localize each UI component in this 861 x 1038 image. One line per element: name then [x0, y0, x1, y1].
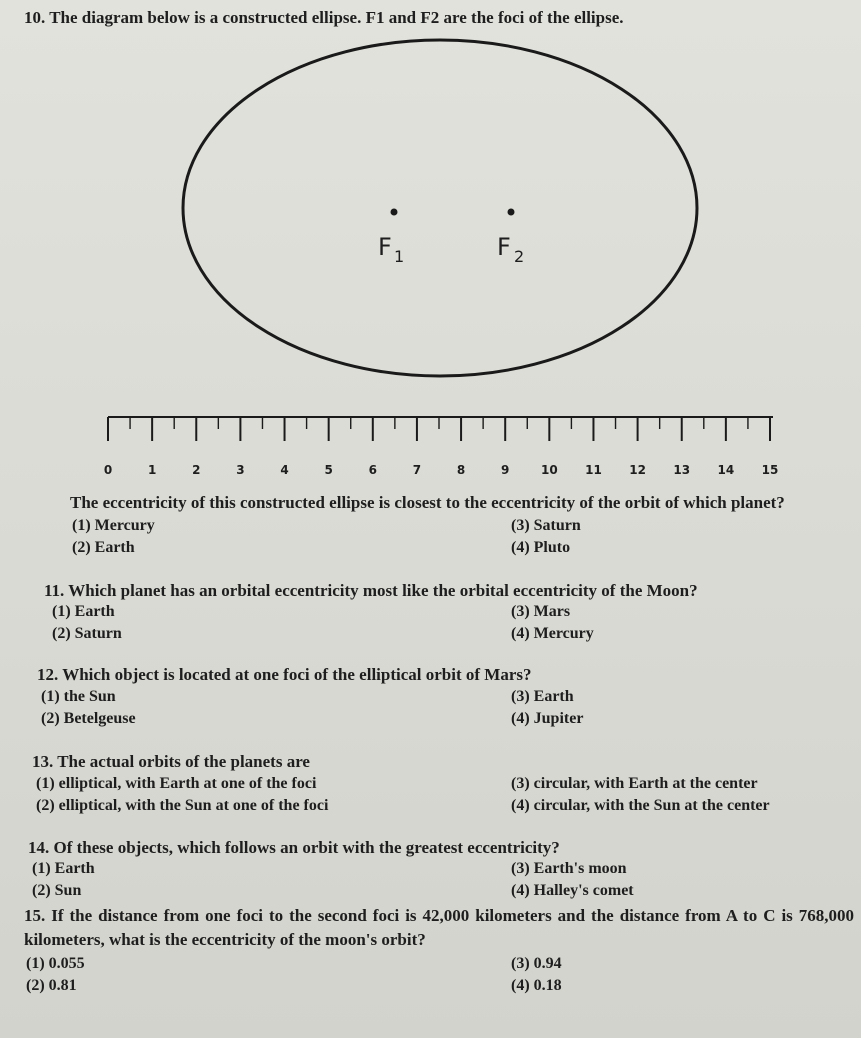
- q10-option-2: (2) Earth: [72, 539, 135, 556]
- q11-option-3: (3) Mars: [511, 603, 571, 620]
- question-10-intro: 10. The diagram below is a constructed ellipse. F1 and F2 are the foci of the ellipse.: [24, 8, 624, 27]
- q13-option-3: (3) circular, with Earth at the center: [511, 775, 758, 792]
- q15-option-2: (2) 0.81: [26, 977, 77, 994]
- q12-option-1: (1) the Sun: [41, 688, 116, 705]
- ruler-tick-label: 15: [761, 463, 779, 477]
- focus-2-label: F: [497, 233, 511, 261]
- question-11: 11. Which planet has an orbital eccentricity most like the orbital eccentricity of the Moon?: [44, 581, 698, 600]
- question-12: 12. Which object is located at one foci of the elliptical orbit of Mars?: [37, 665, 532, 684]
- focus-2-subscript: 2: [514, 247, 525, 266]
- ruler-tick-label: 5: [324, 463, 333, 477]
- ruler-tick-label: 0: [103, 463, 113, 477]
- q14-option-3: (3) Earth's moon: [511, 860, 627, 877]
- focus-1-point: [391, 209, 398, 216]
- q10-option-3: (3) Saturn: [511, 517, 581, 534]
- q10-option-1: (1) Mercury: [72, 517, 155, 534]
- ruler-tick-label: 11: [585, 463, 602, 477]
- ruler-tick-label: 3: [236, 463, 245, 477]
- ruler-tick-label: 4: [280, 463, 289, 477]
- q11-option-2: (2) Saturn: [52, 625, 122, 642]
- q10-option-4: (4) Pluto: [511, 539, 571, 556]
- q13-option-2: (2) elliptical, with the Sun at one of the foci: [36, 797, 329, 814]
- q11-option-1: (1) Earth: [52, 603, 115, 620]
- ellipse-diagram: [0, 0, 861, 500]
- ruler-tick-label: 10: [540, 463, 558, 477]
- q15-option-4: (4) 0.18: [511, 977, 562, 994]
- constructed-ellipse: [183, 40, 697, 376]
- ruler: [104, 417, 779, 477]
- q13-option-4: (4) circular, with the Sun at the center: [511, 797, 770, 814]
- focus-1-subscript: 1: [394, 247, 405, 266]
- ruler-tick-label: 2: [192, 463, 201, 477]
- ruler-tick-label: 12: [629, 463, 646, 477]
- focus-1-label: F: [378, 233, 392, 261]
- q15-option-3: (3) 0.94: [511, 955, 562, 972]
- q14-option-2: (2) Sun: [32, 882, 82, 899]
- ruler-tick-label: 7: [412, 463, 422, 477]
- q13-option-1: (1) elliptical, with Earth at one of the foci: [36, 775, 317, 792]
- q14-option-4: (4) Halley's comet: [511, 882, 634, 899]
- ruler-tick-label: 14: [717, 463, 735, 477]
- focus-2-point: [508, 209, 515, 216]
- ruler-tick-label: 9: [501, 463, 510, 477]
- q12-option-4: (4) Jupiter: [511, 710, 584, 727]
- question-10-prompt: The eccentricity of this constructed ellipse is closest to the eccentricity of the orbit of which planet?: [70, 493, 785, 512]
- q12-option-3: (3) Earth: [511, 688, 574, 705]
- ruler-tick-label: 13: [673, 463, 691, 477]
- q12-option-2: (2) Betelgeuse: [41, 710, 136, 727]
- question-13: 13. The actual orbits of the planets are: [32, 752, 310, 771]
- question-14: 14. Of these objects, which follows an orbit with the greatest eccentricity?: [28, 838, 560, 857]
- ruler-tick-label: 1: [147, 463, 157, 477]
- q15-option-1: (1) 0.055: [26, 955, 85, 972]
- question-15: 15. If the distance from one foci to the second foci is 42,000 kilometers and the distance from A to C is 768,000 kilometers, what is the eccentricity of the moon's orbit?: [24, 906, 854, 949]
- q14-option-1: (1) Earth: [32, 860, 95, 877]
- ruler-tick-label: 8: [456, 463, 466, 477]
- ruler-tick-label: 6: [368, 463, 377, 477]
- q11-option-4: (4) Mercury: [511, 625, 594, 642]
